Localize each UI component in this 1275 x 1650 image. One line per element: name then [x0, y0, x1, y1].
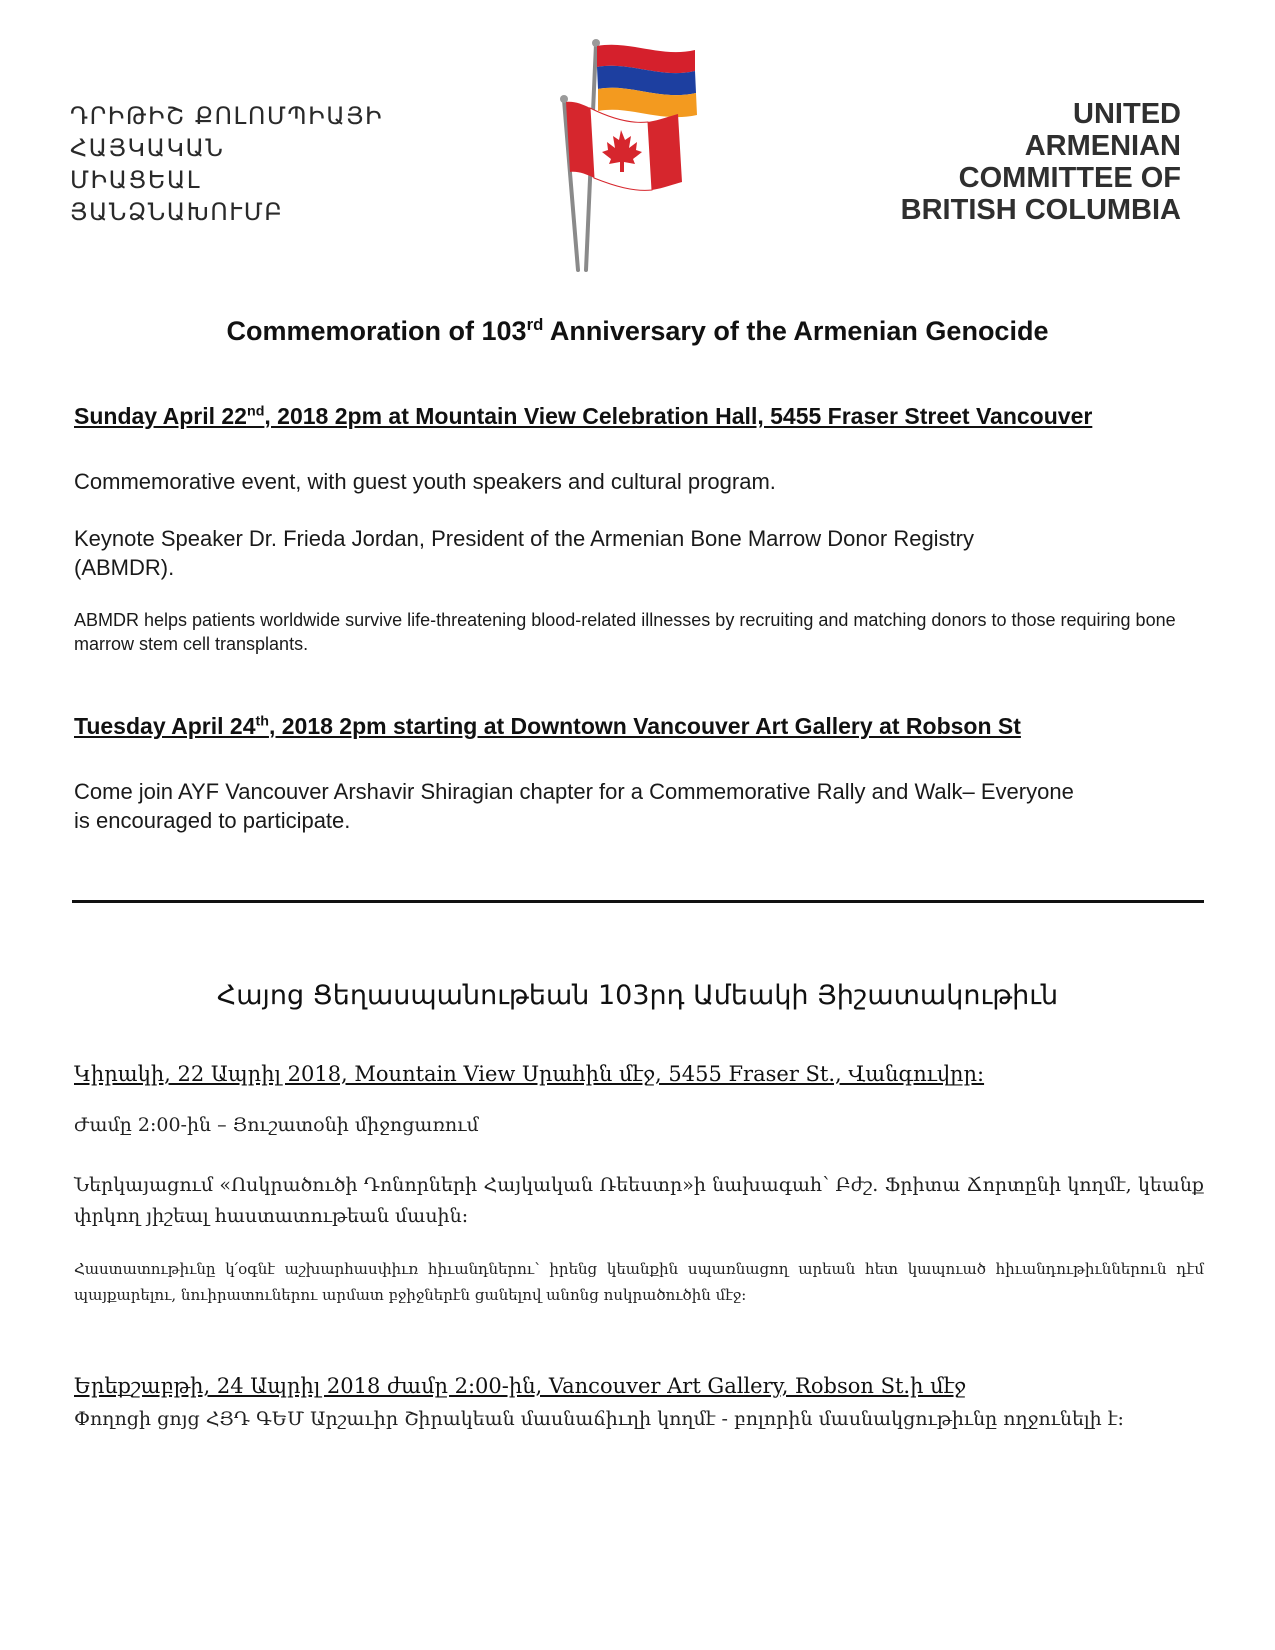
armenian-title: Հայոց Ցեղասպանութեան 103րդ Ամեակի Յիշատակութիւն: [216, 980, 1059, 1011]
armenian-event1-time: Ժամը 2:00-ին – Յուշատօնի միջոցառում: [74, 1114, 479, 1136]
armenian-name-line: ՄԻԱՑԵԱԼ: [70, 166, 202, 194]
event1-description: Commemorative event, with guest youth speakers and cultural program.: [74, 469, 776, 494]
page-title: Commemoration of 103rd Anniversary of the Armenian Genocide: [226, 315, 1049, 346]
armenian-event1-description: Ներկայացում «Ոսկրածուծի Դոնորների Հայկական Ռեեստր»ի նախագահ՝ Բժշ. Ֆրիտա Ճորտընի կողմէ, կեանք փրկող յիշեալ հաստատութեան մասին։: [74, 1174, 1204, 1227]
armenian-event1-note: Հաստատութիւնը կ՛օգնէ աշխարհասփիւռ հիւանդներու՝ իրենց կեանքին սպառնացող արեան հետ կապուած հիւանդութիւններուն դէմ պայքարելու, նուիրատուներու արմատ բջիջներէն ցանելով անոնց ոսկրածուծին մէջ։: [74, 1260, 1204, 1304]
armenian-event2-description: Փողոցի ցոյց ՀՅԴ ԳԵՄ Արշաւիր Շիրակեան մասնաճիւղի կողմէ - բոլորին մասնակցութիւնը ողջունելի է։: [74, 1408, 1124, 1430]
english-name-line: UNITED: [1073, 98, 1181, 130]
armenian-name-line: ԴՐԻԹԻՇ ՔՈԼՈՄՊԻԱՅԻ: [70, 102, 384, 130]
english-name-line: BRITISH COLUMBIA: [900, 194, 1181, 226]
armenian-and-canadian-flags-icon: [560, 38, 730, 278]
event1-heading: Sunday April 22nd, 2018 2pm at Mountain View Celebration Hall, 5455 Fraser Street Vancouver: [74, 403, 1093, 429]
armenian-event1-heading: Կիրակի, 22 Ապրիլ 2018, Mountain View Սրահին մէջ, 5455 Fraser St., Վանգուվըր:: [74, 1062, 985, 1086]
armenian-event2-heading: Երեքշաբթի, 24 Ապրիլ 2018 ժամը 2:00-ին, Vancouver Art Gallery, Robson St.ի մէջ: [74, 1374, 967, 1398]
english-committee-name: [781, 98, 1181, 226]
armenian-name-line: ՅԱՆՁՆԱԽՈՒՄԲ: [70, 198, 284, 226]
english-name-line: ARMENIAN: [1024, 130, 1181, 162]
event2-description: Come join AYF Vancouver Arshavir Shiragian chapter for a Commemorative Rally and Walk– Everyone is encouraged to participate.: [74, 779, 1074, 833]
canadian-flag-right-band: [648, 114, 682, 190]
section-divider: [72, 900, 1204, 903]
event1-keynote: Keynote Speaker Dr. Frieda Jordan, President of the Armenian Bone Marrow Donor Registry (ABMDR).: [74, 526, 975, 580]
armenian-committee-name: [70, 100, 450, 228]
event2-heading: Tuesday April 24th, 2018 2pm starting at Downtown Vancouver Art Gallery at Robson St: [74, 713, 1021, 739]
event1-abmdr-note: ABMDR helps patients worldwide survive life-threatening blood-related illnesses by recruiting and matching donors to those requiring bone marrow stem cell transplants.: [74, 610, 1176, 654]
english-name-line: COMMITTEE OF: [958, 162, 1181, 194]
armenian-name-line: ՀԱՅԿԱԿԱՆ: [70, 134, 225, 162]
